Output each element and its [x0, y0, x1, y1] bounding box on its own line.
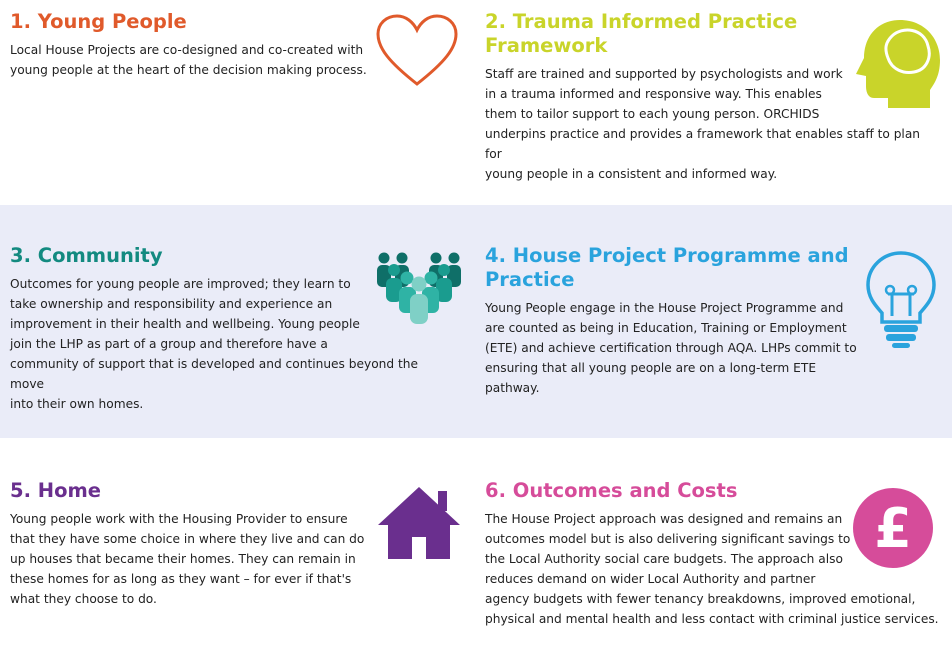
pound-coin-icon: [850, 485, 936, 571]
section-title: 3. Community: [10, 244, 163, 267]
house-icon: [376, 485, 462, 561]
head-brain-icon: [852, 18, 942, 110]
section-body: Local House Projects are co-designed and co-created with young people at the heart of the decision making process.: [10, 43, 367, 77]
section-body: The House Project approach was designed and remains an outcomes model but is also delivering significant savings to the Local Authority social care budgets. The approach also reduces demand on wider Local Authority and partner agency budgets with fewer tenancy breakdowns, improved emotional, physical and mental health and less contact with criminal justice services.: [485, 512, 939, 626]
section-title: 4. House Project Programme and Practice: [485, 244, 849, 291]
heart-icon: [375, 14, 459, 90]
people-group-icon: [374, 250, 464, 326]
section-body: Young People engage in the House Project Programme and are counted as being in Education, Training or Employment (ETE) and achieve certification through AQA. LHPs commit to ensuring that all young people are on a long-term ETE pathway.: [485, 301, 857, 395]
section-body: Outcomes for young people are improved; they learn to take ownership and responsibility and experience an improvement in their health and wellbeing. Young people join the LHP as part of a group and therefore have a community of support that is developed and continues beyond the move into their own homes.: [10, 277, 419, 411]
section-title: 6. Outcomes and Costs: [485, 479, 738, 502]
section-young-people: [10, 10, 370, 80]
section-body: Staff are trained and supported by psychologists and work in a trauma informed and responsive way. This enables them to tailor support to each young person. ORCHIDS underpins practice and provides a framework that enables staff to plan for young people in a consistent and informed way.: [485, 67, 921, 181]
section-title: 1. Young People: [10, 10, 187, 33]
lightbulb-icon: [864, 250, 938, 350]
section-title: 2. Trauma Informed Practice Framework: [485, 10, 798, 57]
section-home: [10, 479, 370, 609]
pound-glyph: £: [874, 497, 912, 560]
section-body: Young people work with the Housing Provider to ensure that they have some choice in where they live and can do up houses that became their homes. They can remain in these homes for as long as they want – for ever if that's what they choose to do.: [10, 512, 365, 606]
section-title: 5. Home: [10, 479, 102, 502]
